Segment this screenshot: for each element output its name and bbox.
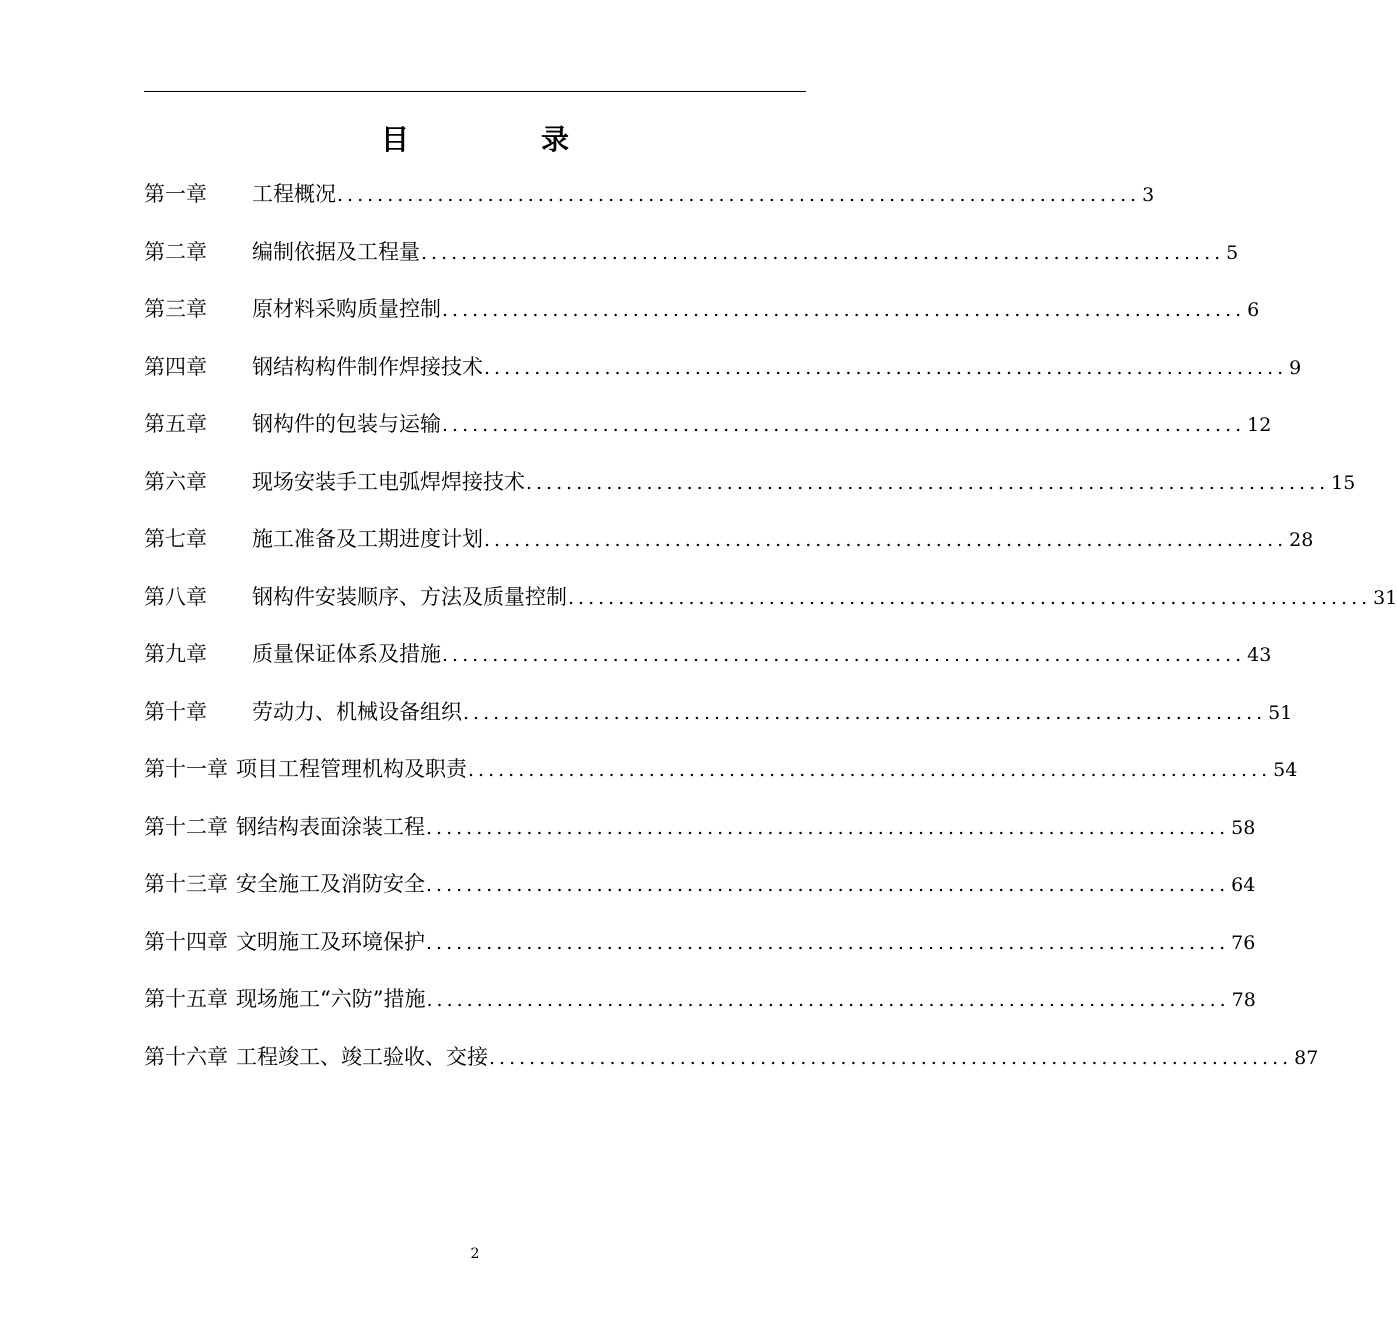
dot-leader: ................................................................................ — [468, 759, 1272, 781]
toc-entry[interactable] — [144, 632, 1272, 690]
dot-leader: ................................................................................ — [442, 644, 1246, 666]
toc-page-number: 76 — [1231, 931, 1256, 954]
toc-chapter-number: 第十三章 — [144, 872, 228, 896]
dot-leader: ................................................................................ — [426, 931, 1230, 954]
toc-page-number: 3 — [1142, 184, 1155, 206]
toc-page-number: 6 — [1247, 299, 1260, 321]
dot-leader: ................................................................................ — [568, 586, 1372, 609]
toc-page-number: 12 — [1247, 414, 1272, 436]
dot-leader: ................................................................................ — [421, 241, 1225, 264]
toc-chapter-number: 第六章 — [144, 469, 207, 494]
toc-chapter-number: 第三章 — [144, 297, 207, 321]
toc-entry[interactable] — [144, 977, 1256, 1035]
toc-page-number: 58 — [1231, 816, 1256, 839]
toc-page-number: 15 — [1331, 471, 1356, 494]
toc-page-number: 43 — [1247, 644, 1272, 666]
toc-chapter-number: 第十四章 — [144, 929, 228, 954]
toc-entry-title: 现场施工“六防”措施 — [236, 987, 426, 1011]
toc-page-number: 51 — [1268, 701, 1293, 724]
toc-entry[interactable] — [144, 172, 1155, 230]
dot-leader: ................................................................................ — [442, 299, 1246, 321]
toc-entry-title: 编制依据及工程量 — [252, 239, 420, 264]
toc-entry-title: 质量保证体系及措施 — [252, 642, 441, 666]
toc-entry[interactable] — [144, 460, 1356, 518]
toc-chapter-number: 第十章 — [144, 699, 207, 724]
toc-chapter-number: 第十六章 — [144, 1044, 228, 1069]
toc-page-number: 64 — [1231, 874, 1256, 896]
toc-page-number: 5 — [1226, 241, 1239, 264]
toc-page-number: 78 — [1231, 989, 1256, 1011]
toc-entry-title: 钢结构表面涂装工程 — [236, 814, 425, 839]
page-number: 2 — [470, 1246, 480, 1262]
toc-chapter-number: 第八章 — [144, 584, 207, 609]
toc-chapter-number: 第十五章 — [144, 987, 228, 1011]
header-rule — [144, 91, 806, 92]
toc-entry-title: 原材料采购质量控制 — [252, 297, 441, 321]
toc-page-number: 87 — [1294, 1046, 1319, 1069]
toc-entry[interactable] — [144, 862, 1256, 920]
toc-entry-title: 钢构件安装顺序、方法及质量控制 — [252, 584, 567, 609]
dot-leader: ................................................................................ — [484, 529, 1288, 551]
toc-entry-title: 钢构件的包装与运输 — [252, 412, 441, 436]
table-of-contents — [144, 172, 1397, 1092]
toc-page-number: 31 — [1373, 586, 1397, 609]
dot-leader: ................................................................................ — [426, 874, 1230, 896]
toc-entry-title: 钢结构构件制作焊接技术 — [252, 354, 483, 379]
toc-entry[interactable] — [144, 575, 1397, 633]
toc-entry[interactable] — [144, 805, 1256, 863]
toc-entry-title: 现场安装手工电弧焊焊接技术 — [252, 469, 525, 494]
toc-chapter-number: 第五章 — [144, 412, 207, 436]
toc-page-number: 54 — [1273, 759, 1298, 781]
toc-page-number: 9 — [1289, 356, 1302, 379]
toc-chapter-number: 第一章 — [144, 182, 207, 206]
dot-leader: ................................................................................ — [337, 184, 1141, 206]
toc-entry-title: 文明施工及环境保护 — [236, 929, 425, 954]
dot-leader: ................................................................................ — [426, 989, 1230, 1011]
dot-leader: ................................................................................ — [426, 816, 1230, 839]
dot-leader: ................................................................................ — [489, 1046, 1293, 1069]
toc-entry[interactable] — [144, 345, 1302, 403]
dot-leader: ................................................................................ — [442, 414, 1246, 436]
toc-entry[interactable] — [144, 402, 1272, 460]
toc-page-number: 28 — [1289, 529, 1314, 551]
toc-entry-title: 劳动力、机械设备组织 — [252, 699, 462, 724]
toc-entry[interactable] — [144, 920, 1256, 978]
toc-entry[interactable] — [144, 690, 1293, 748]
toc-entry-title: 安全施工及消防安全 — [236, 872, 425, 896]
toc-chapter-number: 第十一章 — [144, 757, 228, 781]
toc-chapter-number: 第七章 — [144, 527, 207, 551]
toc-chapter-number: 第十二章 — [144, 814, 228, 839]
dot-leader: ................................................................................ — [526, 471, 1330, 494]
toc-entry[interactable] — [144, 517, 1314, 575]
toc-title: 目 录 — [380, 123, 621, 156]
toc-entry-title: 施工准备及工期进度计划 — [252, 527, 483, 551]
toc-entry-title: 项目工程管理机构及职责 — [236, 757, 467, 781]
toc-chapter-number: 第二章 — [144, 239, 207, 264]
toc-entry[interactable] — [144, 1035, 1319, 1093]
toc-entry[interactable] — [144, 230, 1239, 288]
toc-chapter-number: 第九章 — [144, 642, 207, 666]
toc-entry[interactable] — [144, 287, 1260, 345]
dot-leader: ................................................................................ — [463, 701, 1267, 724]
toc-chapter-number: 第四章 — [144, 354, 207, 379]
dot-leader: ................................................................................ — [484, 356, 1288, 379]
toc-entry-title: 工程概况 — [252, 182, 336, 206]
toc-entry[interactable] — [144, 747, 1298, 805]
toc-entry-title: 工程竣工、竣工验收、交接 — [236, 1044, 488, 1069]
